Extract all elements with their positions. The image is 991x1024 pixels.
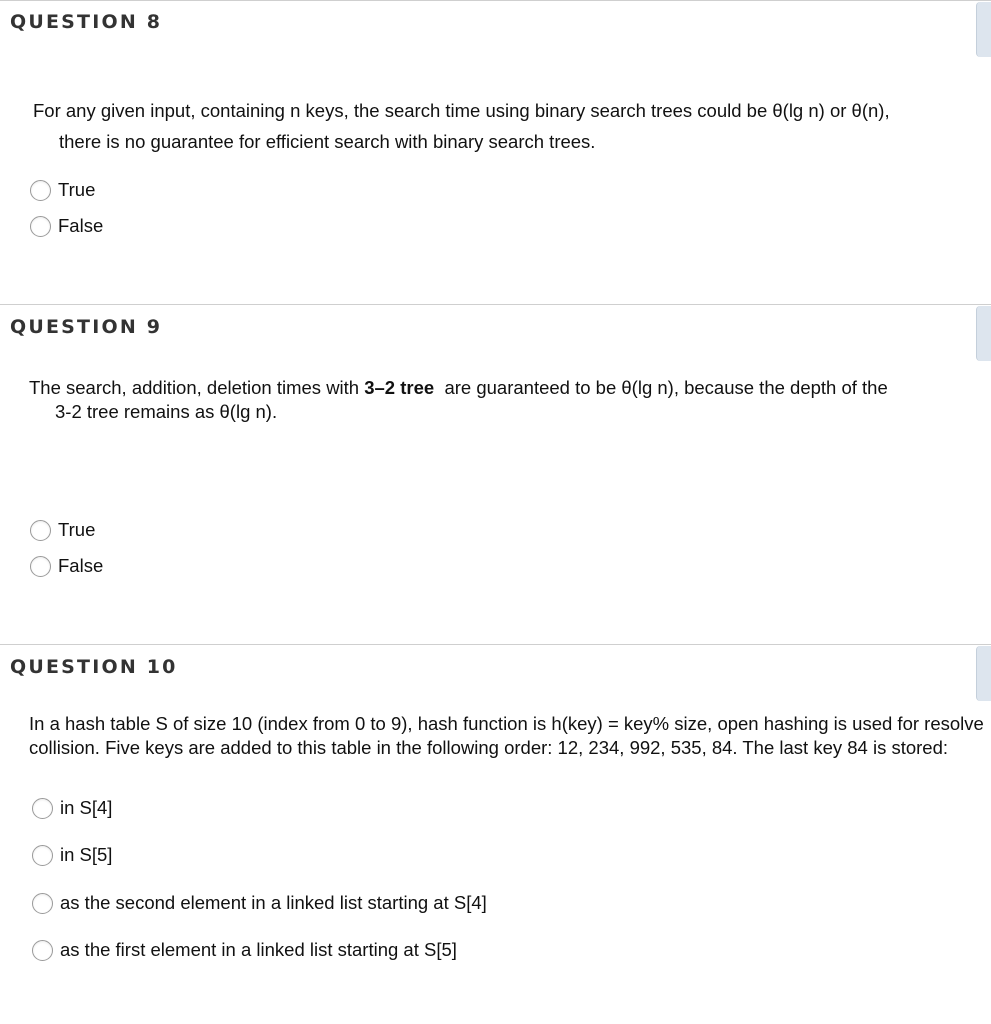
question-8-side-tab[interactable] <box>976 2 991 57</box>
question-9-text <box>29 376 987 424</box>
radio-button[interactable] <box>30 180 51 201</box>
question-9-text-end: are guaranteed to be θ(lg n), because the depth of the <box>434 377 888 398</box>
question-10-top-divider <box>0 644 991 645</box>
option-label: as the first element in a linked list starting at S[5] <box>60 939 457 960</box>
radio-button[interactable] <box>32 893 53 914</box>
question-9-text-line1 <box>29 376 987 400</box>
option-label: True <box>58 519 96 540</box>
option-label: as the second element in a linked list starting at S[4] <box>60 892 487 913</box>
question-9-option-true[interactable] <box>30 517 95 543</box>
question-8-text-line2: there is no guarantee for efficient search with binary search trees. <box>59 131 596 152</box>
question-10-option-2[interactable] <box>32 842 112 868</box>
radio-button[interactable] <box>32 940 53 961</box>
question-8-title: QUESTION 8 <box>10 11 163 33</box>
question-8-option-false[interactable] <box>30 213 103 239</box>
question-9-side-tab[interactable] <box>976 306 991 361</box>
option-label: True <box>58 179 96 200</box>
radio-button[interactable] <box>32 845 53 866</box>
question-10-side-tab[interactable] <box>976 646 991 701</box>
option-label: in S[4] <box>60 797 113 818</box>
radio-button[interactable] <box>30 556 51 577</box>
question-10-text-body: In a hash table S of size 10 (index from 0 to 9), hash function is h(key) = key% size, open hashing is used for resolve collision. Five keys are added to this table in the following order: 12, 234, 992, 535, 84. The last key 84 is stored: <box>29 713 984 758</box>
question-9-text-start: The search, addition, deletion times with <box>29 377 365 398</box>
radio-button[interactable] <box>30 520 51 541</box>
question-9-option-false[interactable] <box>30 553 103 579</box>
radio-button[interactable] <box>30 216 51 237</box>
option-label: False <box>58 555 104 576</box>
question-9-text-line2: 3-2 tree remains as θ(lg n). <box>55 401 278 422</box>
question-10-option-4[interactable] <box>32 937 457 963</box>
radio-button[interactable] <box>32 798 53 819</box>
question-10-option-3[interactable] <box>32 890 487 916</box>
question-10-text <box>29 712 984 760</box>
question-9-text-bold: 3–2 tree <box>364 377 435 398</box>
question-8-option-true[interactable] <box>30 177 95 203</box>
option-label: False <box>58 215 104 236</box>
question-10-option-1[interactable] <box>32 795 112 821</box>
question-8-text <box>33 99 988 154</box>
question-9-top-divider <box>0 304 991 305</box>
question-10-title: QUESTION 10 <box>10 656 178 678</box>
question-8-text-line1: For any given input, containing n keys, the search time using binary search trees could be θ(lg n) or θ(n), <box>33 100 890 121</box>
option-label: in S[5] <box>60 844 113 865</box>
question-8-top-divider <box>0 0 991 1</box>
question-9-title: QUESTION 9 <box>10 316 163 338</box>
